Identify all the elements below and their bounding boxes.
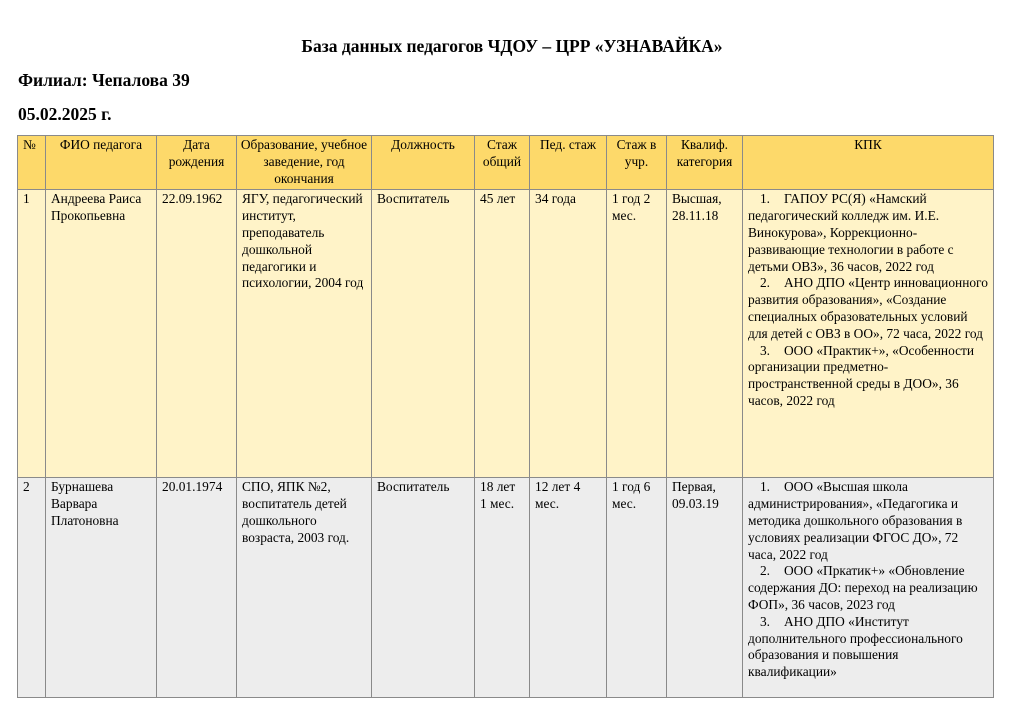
cell-ped-exp: 12 лет 4 мес. xyxy=(530,478,607,698)
kpk-item-number: 2. xyxy=(759,275,770,291)
kpk-item xyxy=(748,275,989,342)
cell-total-exp: 18 лет 1 мес. xyxy=(475,478,530,698)
document-title: База данных педагогов ЧДОУ – ЦРР «УЗНАВАЙКА» xyxy=(301,36,723,56)
cell-birth: 20.01.1974 xyxy=(157,478,237,698)
cell-num: 2 xyxy=(18,478,46,698)
cell-category: Первая, 09.03.19 xyxy=(667,478,743,698)
kpk-item xyxy=(748,343,989,410)
cell-kpk xyxy=(743,478,994,698)
cell-category: Высшая, 28.11.18 xyxy=(667,190,743,478)
header-kpk: КПК xyxy=(743,136,994,190)
cell-num: 1 xyxy=(18,190,46,478)
cell-inst-exp: 1 год 6 мес. xyxy=(607,478,667,698)
header-total-exp: Стаж общий xyxy=(475,136,530,190)
header-category: Квалиф. категория xyxy=(667,136,743,190)
teachers-table xyxy=(17,135,994,698)
header-ped-exp: Пед. стаж xyxy=(530,136,607,190)
header-birth: Дата рождения xyxy=(157,136,237,190)
kpk-item xyxy=(748,614,989,681)
kpk-item xyxy=(748,563,989,613)
kpk-item-number: 2. xyxy=(759,563,770,579)
kpk-item-number: 3. xyxy=(759,613,770,629)
kpk-item-text: ООО «Практик+», «Особенности организации предметно-пространственной среды в ДОО», 36 часов, 2022 год xyxy=(748,342,975,408)
cell-position: Воспитатель xyxy=(372,478,475,698)
table-header-row xyxy=(18,136,994,190)
cell-inst-exp: 1 год 2 мес. xyxy=(607,190,667,478)
kpk-item xyxy=(748,191,989,275)
header-education: Образование, учебное заведение, год окончания xyxy=(237,136,372,190)
header-num: № xyxy=(18,136,46,190)
kpk-item-number: 1. xyxy=(759,479,770,495)
header-inst-exp: Стаж в учр. xyxy=(607,136,667,190)
cell-education: ЯГУ, педагогический институт, преподаватель дошкольной педагогики и психологии, 2004 год xyxy=(237,190,372,478)
header-fio: ФИО педагога xyxy=(46,136,157,190)
cell-fio: Бурнашева Варвара Платоновна xyxy=(46,478,157,698)
table-row xyxy=(18,190,994,478)
cell-birth: 22.09.1962 xyxy=(157,190,237,478)
kpk-item-text: ООО «Пркатик+» «Обновление содержания ДО: переход на реализацию ФОП», 36 часов, 2023 год xyxy=(748,563,978,612)
branch-label: Филиал: Чепалова 39 xyxy=(18,70,190,90)
kpk-item-number: 1. xyxy=(759,191,770,207)
table-row xyxy=(18,478,994,698)
cell-kpk xyxy=(743,190,994,478)
kpk-item-number: 3. xyxy=(759,342,770,358)
kpk-item-text: ГАПОУ РС(Я) «Намский педагогический колледж им. И.Е. Винокурова», Коррекционно-развивающие технологии в работе с детьми ОВЗ», 36 часов, 2022 год xyxy=(748,191,954,274)
cell-ped-exp: 34 года xyxy=(530,190,607,478)
cell-fio: Андреева Раиса Прокопьевна xyxy=(46,190,157,478)
kpk-item-text: АНО ДПО «Институт дополнительного профессионального образования и повышения квалификации» xyxy=(748,613,963,680)
cell-education: СПО, ЯПК №2, воспитатель детей дошкольного возраста, 2003 год. xyxy=(237,478,372,698)
header-position: Должность xyxy=(372,136,475,190)
cell-position: Воспитатель xyxy=(372,190,475,478)
kpk-item-text: ООО «Высшая школа администрирования», «Педагогика и методика дошкольного образования в условиях реализации ФГОС ДО», 72 часа, 2022 год xyxy=(748,479,963,562)
cell-total-exp: 45 лет xyxy=(475,190,530,478)
document-date: 05.02.2025 г. xyxy=(18,104,112,124)
kpk-item-text: АНО ДПО «Центр инновационного развития образования», «Создание специалных образовательных условий для детей с ОВЗ в ОО», 72 часа, 2022 год xyxy=(748,275,988,341)
kpk-item xyxy=(748,479,989,563)
